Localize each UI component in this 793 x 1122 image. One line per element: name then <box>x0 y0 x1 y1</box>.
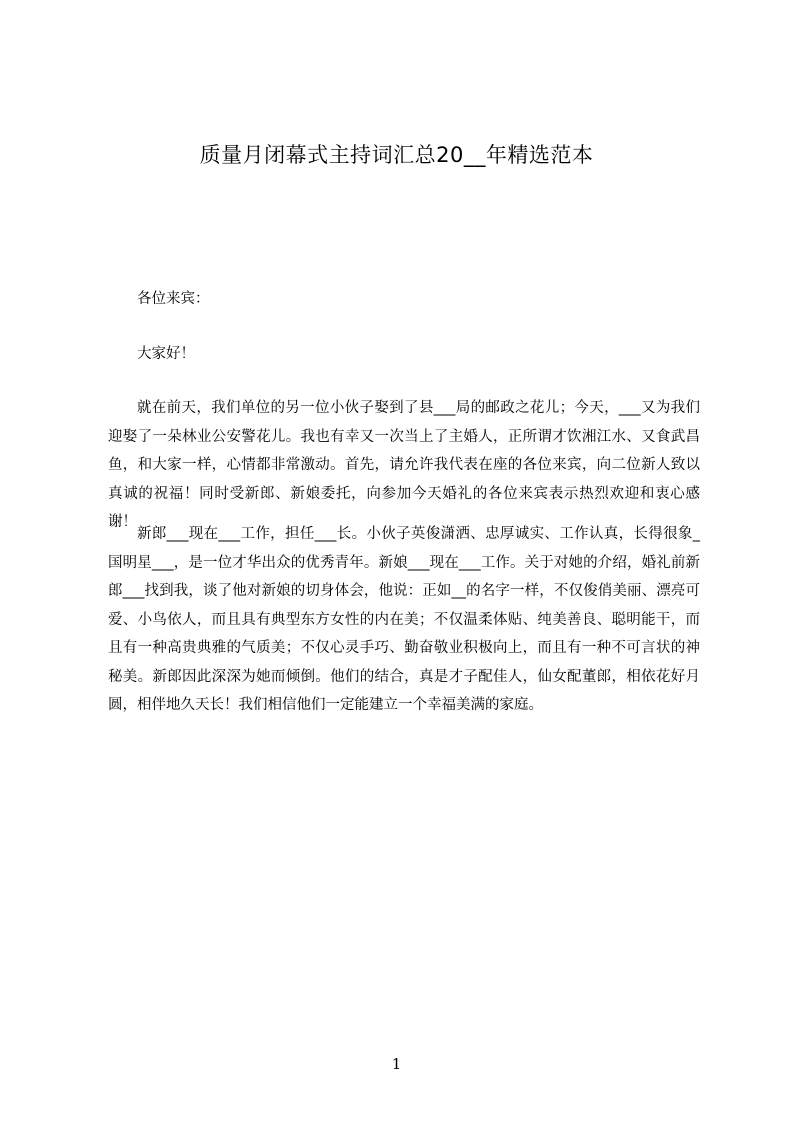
page-number: 1 <box>391 1055 402 1073</box>
body-paragraph: 就在前天，我们单位的另一位小伙子娶到了县___局的邮政之花儿；今天，___又为我们迎娶了一朵林业公安警花儿。我也有幸又一次当上了主婚人，正所谓才饮湘江水、又食武昌鱼，和大家一样，心情都非常激动。首先，请允许我代表在座的各位来宾，向二位新人致以真诚的祝福！同时受新郎、新娘委托，向参加今天婚礼的各位来宾表示热烈欢迎和衷心感谢！ <box>108 400 700 530</box>
document-title: 质量月闭幕式主持词汇总20__年精选范本 <box>199 143 594 167</box>
greeting-guests-block <box>108 285 700 314</box>
greeting-all-block <box>108 340 700 369</box>
greeting-guests: 各位来宾： <box>137 291 210 307</box>
paragraph-block-2 <box>108 520 700 720</box>
body-paragraph: 新郎___现在___工作，担任___长。小伙子英俊潇洒、忠厚诚实、工作认真，长得很象_国明星___，是一位才华出众的优秀青年。新娘___现在___工作。关于对她的介绍，婚礼前新郎___找到我，谈了他对新娘的切身体会，他说：正如__的名字一样，不仅俊俏美丽、漂亮可爱、小鸟依人，而且具有典型东方女性的内在美；不仅温柔体贴、纯美善良、聪明能干，而且有一种高贵典雅的气质美；不仅心灵手巧、勤奋敬业积极向上，而且有一种不可言状的神秘美。新郎因此深深为她而倾倒。他们的结合，真是才子配佳人，仙女配董郎，相依花好月圆，相伴地久天长！我们相信他们一定能建立一个幸福美满的家庭。 <box>108 526 700 713</box>
paragraph-block-1 <box>108 394 700 537</box>
greeting-all: 大家好！ <box>137 346 195 362</box>
